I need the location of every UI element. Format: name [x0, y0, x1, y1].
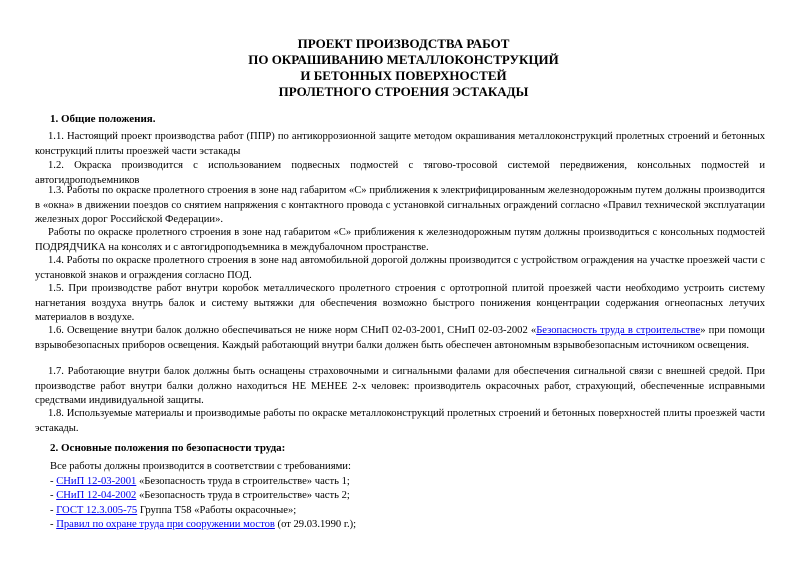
snip-12-04-2002-link[interactable]: СНиП 12-04-2002: [56, 490, 137, 502]
safety-in-construction-link[interactable]: Безопасность труда в строительстве: [536, 325, 701, 336]
requirements-list: [50, 460, 356, 533]
list-bullet: -: [50, 504, 57, 516]
list-item: [50, 504, 356, 519]
list-item-text: (от 29.03.1990 г.);: [274, 519, 357, 531]
list-item: [50, 475, 356, 490]
paragraph-1-6: [35, 324, 765, 353]
snip-12-03-2001-link[interactable]: СНиП 12-03-2001: [56, 475, 137, 487]
list-item: [50, 489, 356, 504]
title-line-1: ПРОЕКТ ПРОИЗВОДСТВА РАБОТ: [297, 36, 510, 51]
list-bullet: -: [50, 475, 57, 487]
title-line-3: И БЕТОННЫХ ПОВЕРХНОСТЕЙ: [300, 68, 507, 83]
paragraph-1-6-text-start: 1.6. Освещение внутри балок должно обеспечиваться не ниже норм СНиП 02-03-2001, СНиП 02-03-2002 «: [48, 325, 537, 336]
section-1-heading: 1. Общие положения.: [50, 113, 156, 125]
requirements-intro: Все работы должны производится в соответствии с требованиями:: [50, 461, 351, 472]
paragraph-1-3-continued: Работы по окраске пролетного строения в зоне над габаритом «С» приближения к железнодорожным путям должны производиться с консольных подмостей ПОДРЯДЧИКА на консолях и с автогидроподъемника в междубалочном пространстве.: [35, 227, 765, 253]
title-line-4: ПРОЛЕТНОГО СТРОЕНИЯ ЭСТАКАДЫ: [278, 84, 529, 99]
gost-12-3-005-75-link[interactable]: ГОСТ 12.3.005-75: [56, 504, 138, 516]
paragraph-1-8: 1.8. Используемые материалы и производимые работы по окраске металлоконструкций пролетных строений и бетонных поверхностей плиты проезжей части эстакады.: [35, 408, 765, 434]
document-title: [0, 36, 807, 100]
title-line-2: ПО ОКРАШИВАНИЮ МЕТАЛЛОКОНСТРУКЦИЙ: [248, 52, 559, 67]
paragraph-1-6-text-end: » при помощи взрывобезопасных приборов освещения. Каждый работающий внутри балки должен быть обеспечен автономным взрывобезопасным источником освещения.: [35, 325, 765, 351]
paragraph-1-3: 1.3. Работы по окраске пролетного строения в зоне над габаритом «С» приближения к электрифицированным железнодорожным путем должны производится в «окна» в движении поездов со снятием напряжения с контактного провода с установкой сигнальных ограждений согласно «Правил технической эксплуатации железных дорог Российской Федерации».: [35, 185, 765, 226]
paragraph-1-2: 1.2. Окраска производится с использованием подвесных подмостей с тягово-тросовой системой передвижения, консольных подмостей и автогидроподъемников: [35, 160, 765, 186]
list-item-text: «Безопасность труда в строительстве» часть 2;: [136, 490, 350, 502]
list-item-text: «Безопасность труда в строительстве» часть 1;: [136, 475, 350, 487]
bridge-labor-safety-rules-link[interactable]: Правил по охране труда при сооружении мостов: [56, 519, 275, 531]
paragraph-1-4: 1.4. Работы по окраске пролетного строения в зоне над автомобильной дорогой должны производится с устройством ограждения на участке проезжей части с установкой знаков и ограждения согласно ПОД.: [35, 255, 765, 281]
paragraph-1-5: 1.5. При производстве работ внутри коробок металлического пролетного строения с ортотропной плитой проезжей части необходимо устроить систему нагнетания воздуха внутрь балок и систему вытяжки для обеспечения возможно быстрого понижения концентрации содержания огнеопасных летучих материалов в воздухе.: [35, 283, 765, 324]
section-2-heading: 2. Основные положения по безопасности труда:: [50, 442, 286, 454]
list-bullet: -: [50, 490, 57, 502]
paragraph-1-7: 1.7. Работающие внутри балок должны быть оснащены страховочными и сигнальными фалами для обеспечения сигнальной связи с внешней средой. При производстве работ внутри балки должно находиться НЕ МЕНЕЕ 2-х человек: производитель окрасочных работ, страхующий, обеспеченные исправными средствами индивидуальной защиты.: [35, 366, 765, 407]
paragraph-1-1: 1.1. Настоящий проект производства работ (ППР) по антикоррозионной защите методом окрашивания металлоконструкций пролетных строений и бетонных конструкций плиты проезжей части эстакады: [35, 131, 765, 157]
list-item-text: Группа Т58 «Работы окрасочные»;: [137, 504, 297, 516]
list-bullet: -: [50, 519, 57, 531]
list-item: [50, 518, 356, 533]
